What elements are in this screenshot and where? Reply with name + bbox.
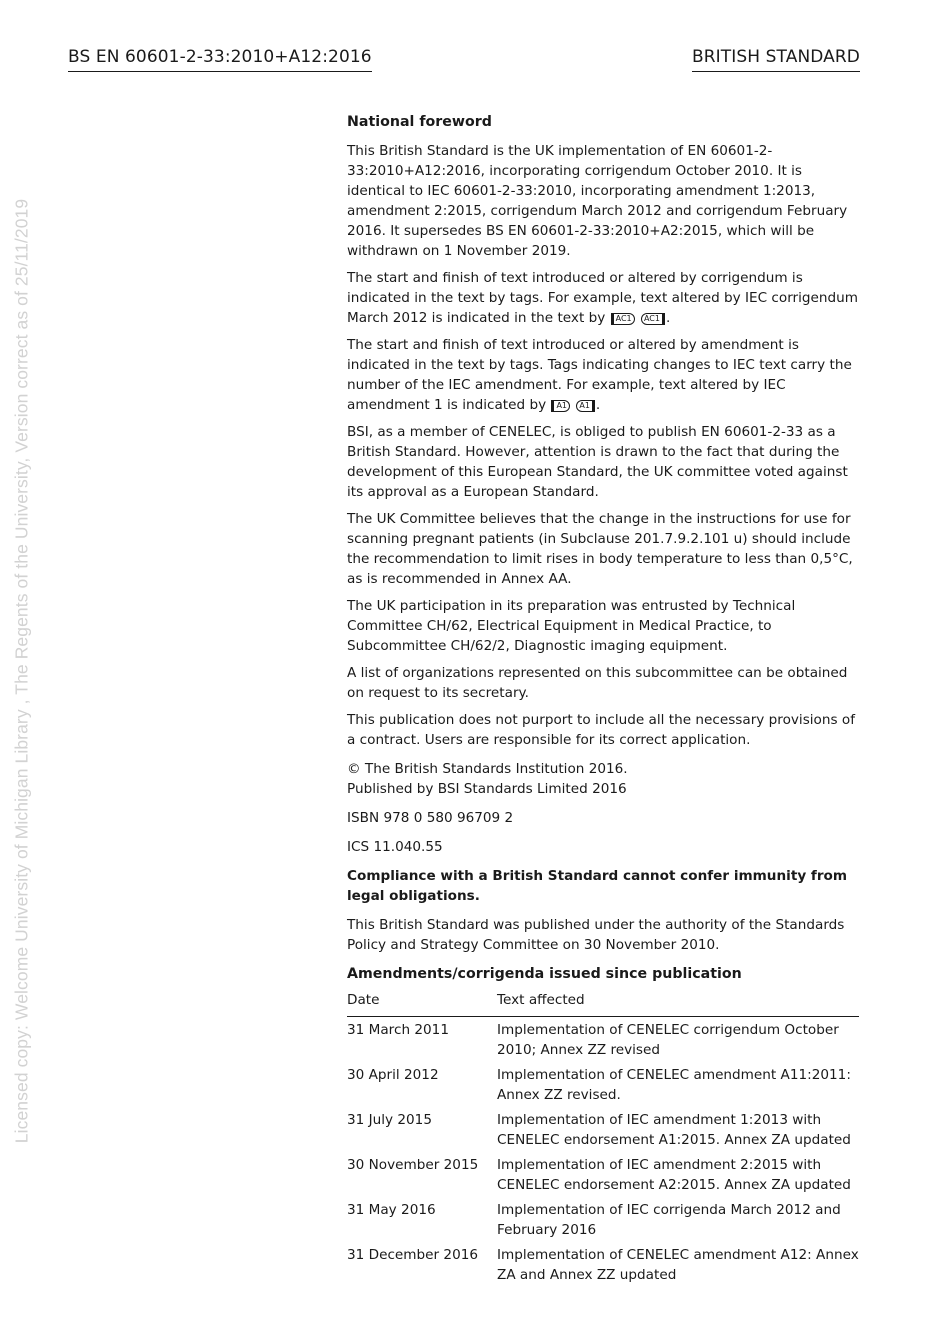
amendment-date: 31 March 2011 (347, 1022, 449, 1038)
isbn-line: ISBN 978 0 580 96709 2 (347, 810, 514, 826)
compliance-statement: Compliance with a British Standard cannot confer immunity from legal obligations. (347, 868, 848, 904)
amendment-text: Implementation of IEC amendment 2:2015 with CENELEC endorsement A2:2015. Annex ZA updated (497, 1157, 851, 1193)
license-watermark: Licensed copy: Welcome University of Michigan Library , The Regents of the University, Version correct as of 25/11/2019 (11, 198, 32, 1144)
amendment-date: 31 December 2016 (347, 1247, 479, 1263)
national-foreword (347, 112, 859, 1290)
amendment-open-tag: A1 (551, 400, 570, 412)
amendment-text: Implementation of IEC corrigenda March 2012 and February 2016 (497, 1202, 841, 1238)
amendment-text: Implementation of CENELEC amendment A12: Annex ZA and Annex ZZ updated (497, 1247, 859, 1283)
text-affected-column-header: Text affected (497, 990, 859, 1017)
paragraph-3-period: . (595, 397, 601, 413)
amendments-header-row (347, 990, 859, 1017)
corrigendum-open-tag: AC1 (611, 313, 635, 325)
amendment-text: Implementation of CENELEC corrigendum October 2010; Annex ZZ revised (497, 1022, 839, 1058)
ics-line: ICS 11.040.55 (347, 839, 443, 855)
paragraph-2-text: The start and finish of text introduced or altered by corrigendum is indicated in the text by tags. For example, text altered by IEC corrigendum March 2012 is indicated in the text by (347, 270, 859, 326)
foreword-paragraph-1: This British Standard is the UK implementation of EN 60601-2-33:2010+A12:2016, incorporating corrigendum October 2010. It is identical to IEC 60601-2-33:2010, incorporating amendment 1:2013, amendment 2:2015, corrigendum March 2012 and corrigendum February 2016. It supersedes BS EN 60601-2-33:2010+A2:2015, which will be withdrawn on 1 November 2019. (347, 143, 848, 259)
date-column-header: Date (347, 990, 497, 1017)
amendment-text: Implementation of IEC amendment 1:2013 with CENELEC endorsement A1:2015. Annex ZA updated (497, 1112, 851, 1148)
publisher-line: Published by BSI Standards Limited 2016 (347, 781, 627, 797)
foreword-title: National foreword (347, 114, 492, 130)
table-row (347, 1155, 859, 1200)
amendments-table (347, 990, 859, 1290)
british-standard-header: BRITISH STANDARD (692, 46, 860, 72)
copyright-line: © The British Standards Institution 2016. (347, 761, 628, 777)
corrigendum-close-tag: AC1 (641, 313, 665, 325)
foreword-paragraph-4: BSI, as a member of CENELEC, is obliged to publish EN 60601-2-33 as a British Standard. However, attention is drawn to the fact that during the development of this European Standard, the UK committee voted against its approval as a European Standard. (347, 424, 848, 500)
table-row (347, 1017, 859, 1066)
amendment-date: 30 April 2012 (347, 1067, 439, 1083)
amendment-text: Implementation of CENELEC amendment A11:2011: Annex ZZ revised. (497, 1067, 851, 1103)
foreword-paragraph-2 (347, 268, 859, 328)
standard-number-header: BS EN 60601-2-33:2010+A12:2016 (68, 46, 372, 72)
table-row (347, 1110, 859, 1155)
foreword-paragraph-6: The UK participation in its preparation was entrusted by Technical Committee CH/62, Electrical Equipment in Medical Practice, to Subcommittee CH/62/2, Diagnostic imaging equipment. (347, 598, 796, 654)
foreword-paragraph-8: This publication does not purport to include all the necessary provisions of a contract. Users are responsible for its correct application. (347, 712, 855, 748)
table-row (347, 1200, 859, 1245)
amendment-close-tag: A1 (576, 400, 595, 412)
foreword-paragraph-7: A list of organizations represented on this subcommittee can be obtained on request to its secretary. (347, 665, 848, 701)
amendment-date: 31 May 2016 (347, 1202, 436, 1218)
amendment-date: 30 November 2015 (347, 1157, 479, 1173)
paragraph-3-text: The start and finish of text introduced or altered by amendment is indicated in the text by tags. Tags indicating changes to IEC text carry the number of the IEC amendment. For example, text altered by IEC amendment 1 is indicated by (347, 337, 852, 413)
foreword-paragraph-3 (347, 335, 859, 415)
table-row (347, 1065, 859, 1110)
amendment-date: 31 July 2015 (347, 1112, 432, 1128)
foreword-paragraph-5: The UK Committee believes that the change in the instructions for use for scanning pregnant patients (in Subclause 201.7.9.2.101 u) should include the recommendation to limit rises in body temperature to less than 0,5°C, as is recommended in Annex AA. (347, 511, 853, 587)
paragraph-2-period: . (665, 310, 671, 326)
table-row (347, 1245, 859, 1290)
copyright-block (347, 759, 859, 799)
authority-statement: This British Standard was published under the authority of the Standards Policy and Strategy Committee on 30 November 2010. (347, 917, 845, 953)
amendments-title: Amendments/corrigenda issued since publication (347, 966, 742, 982)
